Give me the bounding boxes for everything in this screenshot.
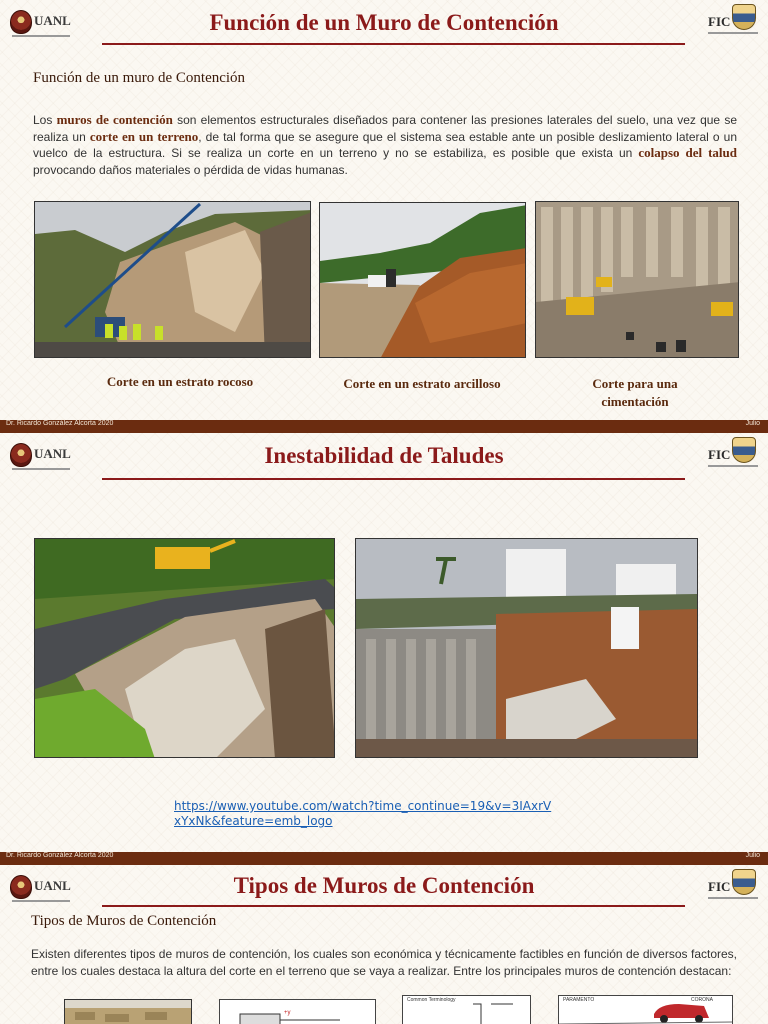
term-colapso: colapso del talud: [638, 145, 737, 160]
photo-corte-arcilloso: [319, 202, 526, 358]
uanl-logo: [10, 8, 72, 38]
caption-arcilloso: Corte en un estrato arcilloso: [343, 376, 501, 391]
title-divider: [102, 905, 685, 907]
diagram-label-terminology: Common Terminology: [407, 997, 456, 1003]
fic-crest-icon: [732, 437, 756, 463]
fic-logo: [708, 4, 760, 38]
uanl-seal-icon: [10, 443, 32, 467]
photo-corte-rocoso: [34, 201, 311, 358]
uanl-logo: [10, 441, 72, 471]
footer-author: Dr. Ricardo González Alcorta 2020: [6, 852, 114, 859]
title-divider: [102, 478, 685, 480]
photo-colapso-edificio: [355, 538, 698, 758]
footer-date: Julio: [745, 852, 760, 859]
fic-crest-icon: [732, 4, 756, 30]
section-subheading: Función de un muro de Contención: [33, 70, 246, 86]
diagram-terminologia: [402, 995, 531, 1024]
caption-rocoso: Corte en un estrato rocoso: [106, 374, 254, 389]
photo-muro-piedra: [64, 999, 192, 1024]
slide-tipos-muros: [0, 865, 768, 1024]
slide-title: Tipos de Muros de Contención: [233, 873, 535, 898]
slide-footer: [0, 852, 768, 865]
diagram-paramento-corona: [558, 995, 733, 1024]
caption-cimentacion: Corte para una cimentación: [592, 376, 678, 409]
tipos-paragraph: Existen diferentes tipos de muros de contención, los cuales son económica y técnicamente factibles en función de diversos factores, entre los cuales destaca la altura del corte en el terreno que se vaya a realizar. Entre los principales muros de contención destacan:: [31, 947, 737, 978]
photo-corte-cimentacion: [535, 201, 739, 358]
term-muros: muros de contención: [56, 112, 173, 127]
slide-inestabilidad-taludes: [0, 433, 768, 852]
photo-carretera-colapsada: [34, 538, 335, 758]
section-subheading: Tipos de Muros de Contención: [31, 913, 217, 929]
fic-crest-icon: [732, 869, 756, 895]
footer-author: Dr. Ricardo González Alcorta 2020: [6, 420, 114, 427]
intro-paragraph: Los muros de contención son elementos estructurales diseñados para contener las presiones laterales del suelo, una vez que se realiza un corte en un terreno, de tal forma que se asegure que el sistema sea estable ante un posible deslizamiento lateral o un vuelco de la estructura. Si se realiza un corte en un terreno y no se estabiliza, es posible que exista un colapso del talud provocando daños materiales o pérdida de vidas humanas.: [33, 112, 737, 177]
uanl-logo: [10, 873, 72, 903]
diagram-label-corona: CORONA: [691, 997, 713, 1003]
slide-title: Función de un Muro de Contención: [209, 10, 559, 35]
slide-funcion-muro: [0, 0, 768, 420]
diagram-label-paramento: PARAMENTO: [563, 997, 595, 1003]
uanl-logo-text: UANL: [34, 446, 71, 461]
term-corte: corte en un terreno: [89, 128, 199, 144]
fic-logo-text: FIC: [708, 14, 731, 29]
slide-title: Inestabilidad de Taludes: [264, 443, 504, 468]
uanl-seal-icon: [10, 875, 32, 899]
uanl-logo-text: UANL: [34, 13, 71, 28]
title-divider: [102, 43, 685, 45]
youtube-video-link[interactable]: https://www.youtube.com/watch?time_continue=19&v=3IAxrVxYxNk&feature=emb_logo: [174, 799, 552, 828]
fic-logo: [708, 437, 760, 471]
uanl-seal-icon: [10, 10, 32, 34]
fic-logo: [708, 869, 760, 903]
footer-date: Julio: [745, 420, 760, 427]
uanl-logo-text: UANL: [34, 878, 71, 893]
svg-text:+y: +y: [284, 1010, 291, 1016]
slide-footer: [0, 420, 768, 433]
fic-logo-text: FIC: [708, 447, 731, 462]
fic-logo-text: FIC: [708, 879, 731, 894]
diagram-muro-gravedad: [219, 999, 376, 1024]
